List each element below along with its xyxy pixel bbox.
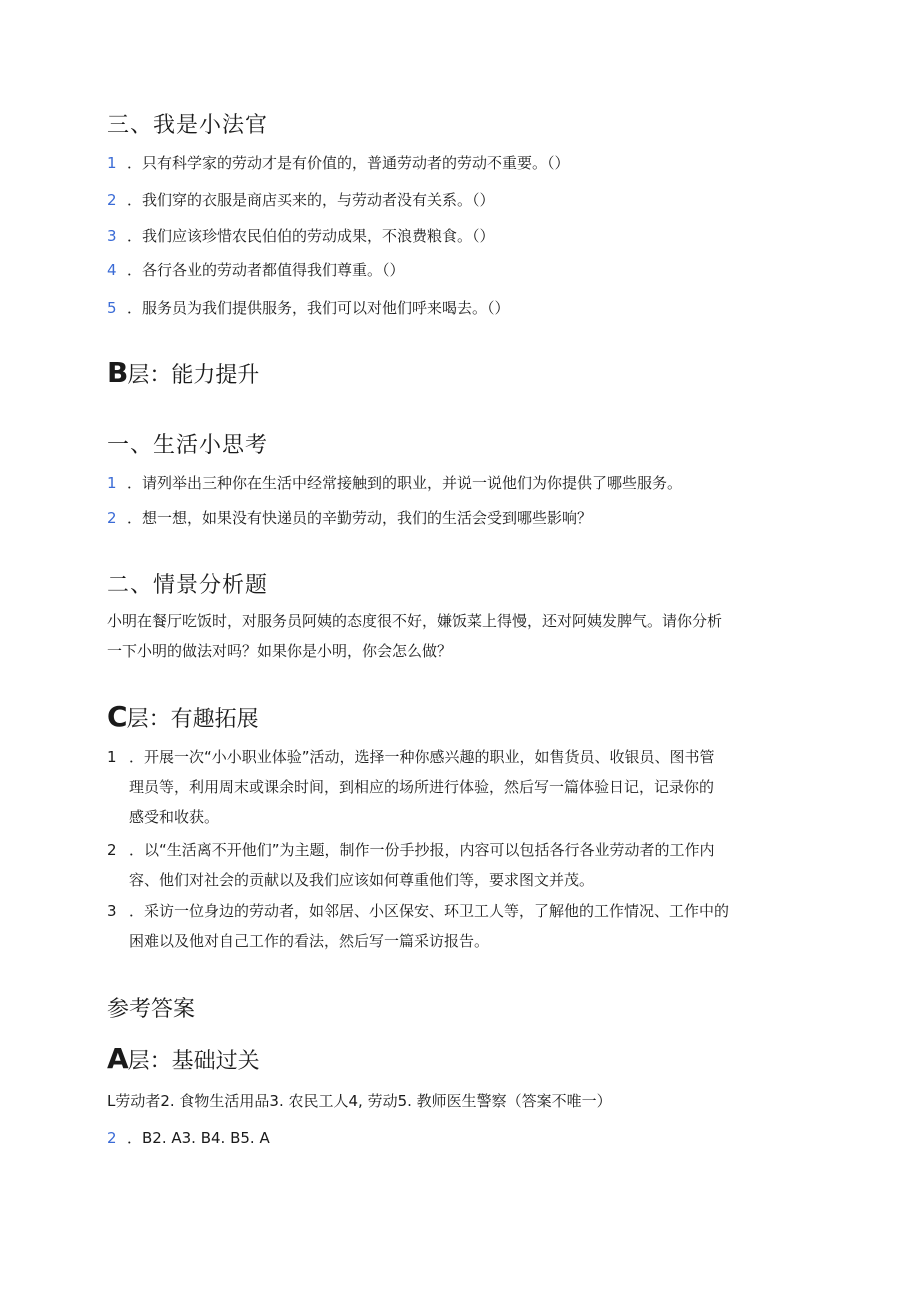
item-number: 3 (107, 227, 117, 245)
level-letter: B (107, 356, 128, 389)
item-number: 4 (107, 261, 117, 279)
item-line: ．开展一次“小小职业体验”活动，选择一种你感兴趣的职业，如售货员、收银员、图书管 (129, 748, 715, 766)
item-line: 困难以及他对自己工作的看法，然后写一篇采访报告。 (129, 932, 490, 950)
item-text: ．B2. A3. B4. B5. A (127, 1129, 270, 1147)
item-line: ．以“生活离不开他们”为主题，制作一份手抄报，内容可以包括各行各业劳动者的工作内 (129, 841, 715, 859)
item-line: 容、他们对社会的贡献以及我们应该如何尊重他们等，要求图文并茂。 (129, 871, 595, 889)
item-number: 2 (107, 841, 117, 859)
list-item (107, 221, 495, 251)
item-text (129, 742, 807, 832)
list-item (107, 468, 682, 498)
list-item (107, 1123, 270, 1153)
answers-title: 参考答案 (107, 997, 196, 1022)
item-text (129, 835, 807, 895)
item-text: ．请列举出三种你在生活中经常接触到的职业，并说一说他们为你提供了哪些服务。 (127, 474, 683, 492)
paragraph-line: 小明在餐厅吃饭时，对服务员阿姨的态度很不好，嫌饭菜上得慢，还对阿姨发脾气。请你分析 (107, 612, 723, 630)
list-item (107, 185, 495, 215)
item-text: ．各行各业的劳动者都值得我们尊重。（） (127, 261, 405, 279)
paragraph-line: 一下小明的做法对吗？如果你是小明，你会怎么做？ (107, 642, 453, 660)
level-b-heading (107, 356, 259, 389)
item-line: 理员等，利用周末或课余时间，到相应的场所进行体验，然后写一篇体验日记，记录你的 (129, 778, 715, 796)
level-title: 层：基础过关 (127, 1049, 260, 1074)
level-title: 层：能力提升 (127, 363, 260, 388)
item-number: 3 (107, 902, 117, 920)
item-number: 2 (107, 1129, 117, 1147)
item-number: 1 (107, 748, 117, 766)
section-title-scenario: 二、情景分析题 (107, 573, 269, 598)
item-line: ．采访一位身边的劳动者，如邻居、小区保安、环卫工人等，了解他的工作情况、工作中的 (129, 902, 730, 920)
section-title-life-thinking: 一、生活小思考 (107, 433, 269, 458)
section-title-judge: 三、我是小法官 (107, 113, 269, 138)
item-number: 5 (107, 299, 117, 317)
level-letter: A (107, 1042, 128, 1075)
list-item (107, 835, 807, 895)
item-number: 1 (107, 154, 117, 172)
item-text: ．只有科学家的劳动才是有价值的，普通劳动者的劳动不重要。（） (127, 154, 570, 172)
answer-line: L劳动者2. 食物生活用品3. 农民工人4, 劳动5. 教师医生警察（答案不唯一） (107, 1092, 612, 1110)
list-item (107, 503, 592, 533)
item-line: 感受和收获。 (129, 808, 220, 826)
item-number: 2 (107, 191, 117, 209)
level-letter: C (107, 700, 127, 733)
list-item (107, 293, 510, 323)
list-item (107, 896, 807, 956)
scenario-paragraph (107, 606, 807, 666)
item-text: ．我们穿的衣服是商店买来的，与劳动者没有关系。（） (127, 191, 495, 209)
level-a-heading (107, 1042, 260, 1075)
item-text: ．想一想，如果没有快递员的辛勤劳动，我们的生活会受到哪些影响？ (127, 509, 593, 527)
item-text: ．服务员为我们提供服务，我们可以对他们呼来喝去。（） (127, 299, 510, 317)
level-title: 层：有趣拓展 (126, 707, 259, 732)
item-number: 2 (107, 509, 117, 527)
level-c-heading (107, 700, 259, 733)
list-item (107, 148, 570, 178)
item-text: ．我们应该珍惜农民伯伯的劳动成果，不浪费粮食。（） (127, 227, 495, 245)
item-number: 1 (107, 474, 117, 492)
item-text (129, 896, 807, 956)
list-item (107, 742, 807, 832)
list-item (107, 255, 405, 285)
